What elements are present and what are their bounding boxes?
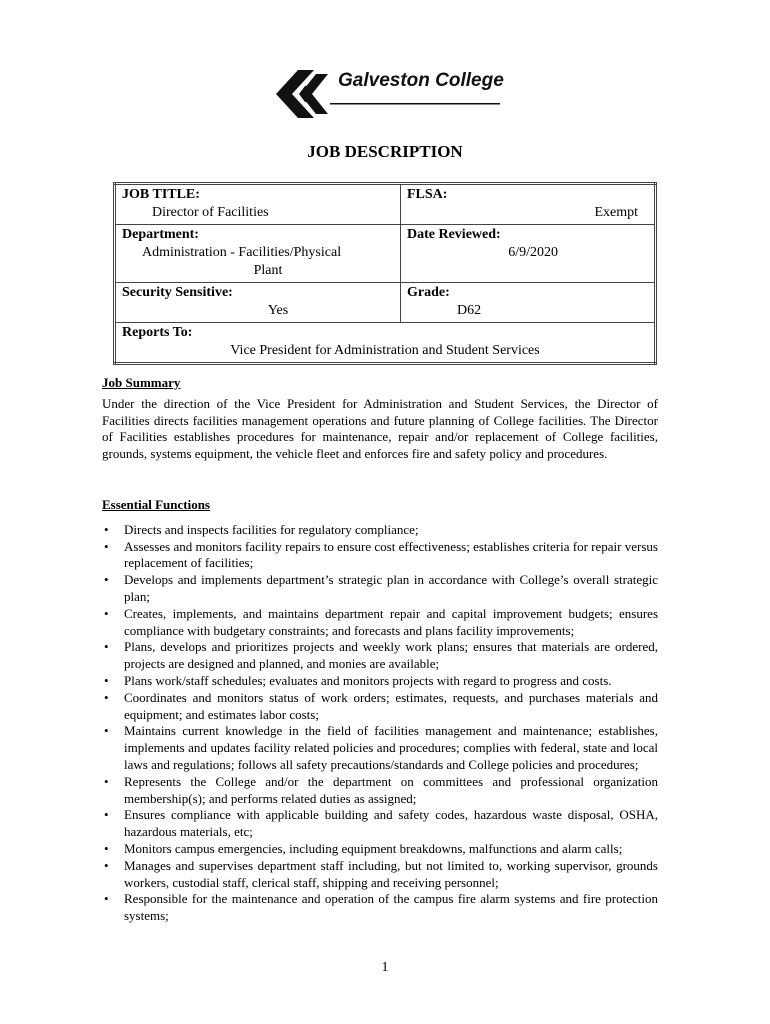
essential-functions-list bbox=[102, 522, 658, 925]
page-number: 1 bbox=[381, 960, 389, 975]
department-value-line2: Plant bbox=[253, 263, 283, 278]
list-item: • Represents the College and/or the department on committees and professional organization membership(s); and performs related duties as assigned; bbox=[104, 773, 658, 806]
reports-to-value: Vice President for Administration and Student Services bbox=[230, 343, 540, 358]
job-summary-section bbox=[102, 375, 658, 463]
job-summary-heading: Job Summary bbox=[102, 375, 181, 390]
list-item: • Maintains current knowledge in the field of facilities management and maintenance; establishes, implements and updates facility related policies and procedures; complies with federal, state and local laws and regulations; follows all safety precautions/standards and College policies and procedures; bbox=[104, 723, 658, 772]
department-value-line1: Administration - Facilities/Physical bbox=[142, 245, 342, 260]
date-reviewed-value: 6/9/2020 bbox=[508, 245, 558, 260]
list-item: • Develops and implements department’s strategic plan in accordance with College’s overall strategic plan; bbox=[104, 572, 658, 604]
department-value bbox=[122, 244, 394, 280]
flsa-label: FLSA: bbox=[407, 187, 448, 202]
job-title-label: JOB TITLE: bbox=[122, 187, 200, 202]
list-item: • Assesses and monitors facility repairs to ensure cost effectiveness; establishes criteria for repair versus replacement of facilities; bbox=[104, 538, 658, 571]
list-item: • Responsible for the maintenance and operation of the campus fire alarm systems and fire protection systems; bbox=[104, 891, 658, 924]
bullet-icon: • bbox=[104, 689, 109, 705]
bullet-icon: • bbox=[104, 672, 109, 688]
logo-underline bbox=[330, 102, 500, 106]
bullet-icon: • bbox=[104, 521, 109, 537]
college-logo bbox=[272, 64, 512, 124]
bullet-icon: • bbox=[104, 538, 109, 554]
bullet-icon: • bbox=[104, 639, 109, 655]
essential-functions-heading: Essential Functions bbox=[102, 497, 210, 512]
job-info-table bbox=[113, 182, 657, 365]
bullet-icon: • bbox=[104, 723, 109, 739]
flsa-value: Exempt bbox=[594, 205, 638, 220]
list-item: • Coordinates and monitors status of work orders; estimates, requests, and purchases materials and equipment; and estimates labor costs; bbox=[104, 689, 658, 722]
list-item: • Ensures compliance with applicable building and safety codes, hazardous waste disposal, OSHA, hazardous materials, etc; bbox=[104, 807, 658, 840]
department-label: Department: bbox=[122, 227, 199, 242]
grade-label: Grade: bbox=[407, 285, 450, 300]
logo-text: Galveston College bbox=[338, 70, 504, 91]
date-reviewed-label: Date Reviewed: bbox=[407, 227, 501, 242]
list-item: • Directs and inspects facilities for regulatory compliance; bbox=[104, 521, 419, 537]
bullet-icon: • bbox=[104, 605, 109, 621]
list-item: • Creates, implements, and maintains department repair and capital improvement budgets; ensures compliance with budgetary constraints; and forecasts and plans facility improvements; bbox=[104, 605, 658, 638]
list-item: • Plans, develops and prioritizes projects and weekly work plans; ensures that materials are ordered, projects are designed and planned, and monies are available; bbox=[104, 639, 658, 672]
bullet-icon: • bbox=[104, 840, 109, 856]
list-item: • Manages and supervises department staff including, but not limited to, working supervisor, grounds workers, custodial staff, clerical staff, shipping and receiving personnel; bbox=[104, 857, 658, 890]
job-title-value: Director of Facilities bbox=[152, 205, 269, 220]
bullet-icon: • bbox=[104, 807, 109, 823]
list-item: • Monitors campus emergencies, including equipment breakdowns, malfunctions and alarm calls; bbox=[104, 840, 623, 856]
bullet-icon: • bbox=[104, 572, 109, 588]
bullet-icon: • bbox=[104, 857, 109, 873]
bullet-icon: • bbox=[104, 773, 109, 789]
logo-chevron-icon bbox=[272, 64, 342, 124]
security-sensitive-value: Yes bbox=[267, 303, 289, 318]
reports-to-label: Reports To: bbox=[122, 325, 193, 340]
list-item: • Plans work/staff schedules; evaluates and monitors projects with regard to progress and costs. bbox=[104, 672, 612, 688]
bullet-icon: • bbox=[104, 891, 109, 907]
essential-functions-section bbox=[102, 497, 658, 925]
job-summary-text: Under the direction of the Vice President for Administration and Student Services, the Director of Facilities directs facilities management operations and future planning of College facilities. The Director of Facilities establishes procedures for maintenance, repair and/or replacement of College facilities, grounds, systems equipment, the vehicle fleet and enforces fire and safety policy and procedures. bbox=[102, 395, 658, 462]
document-title: JOB DESCRIPTION bbox=[307, 142, 463, 161]
security-sensitive-label: Security Sensitive: bbox=[122, 285, 233, 300]
grade-value: D62 bbox=[457, 303, 482, 318]
